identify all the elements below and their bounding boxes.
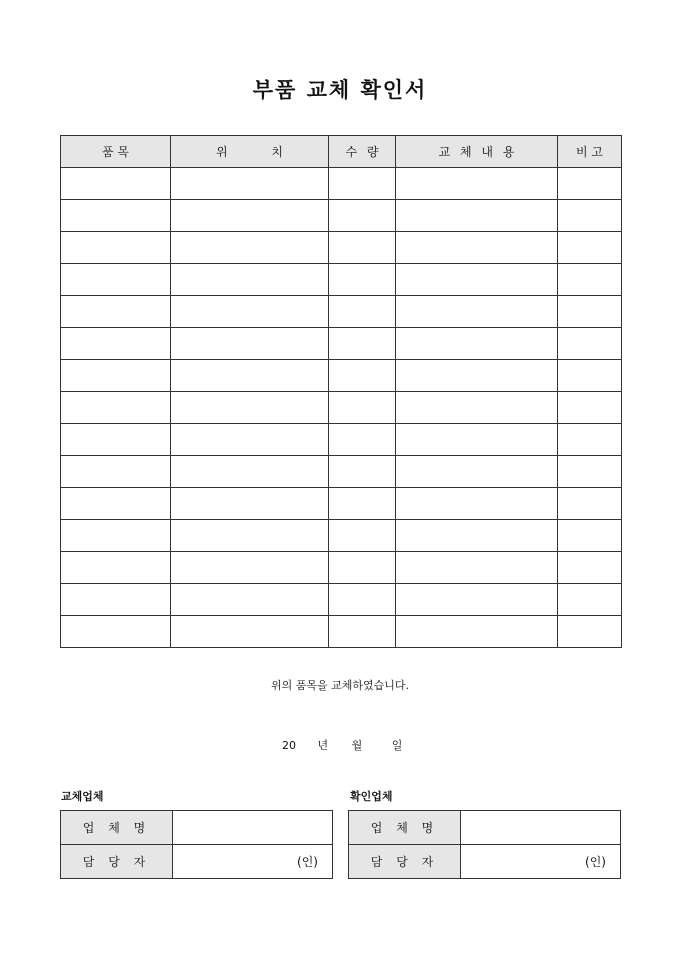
table-cell[interactable] [61,424,171,456]
table-cell[interactable] [396,296,558,328]
header-quantity: 수 량 [329,136,396,168]
table-cell[interactable] [329,168,396,200]
confirmer-person-label: 담 당 자 [349,845,461,879]
table-cell[interactable] [396,616,558,648]
table-cell[interactable] [558,360,622,392]
table-row [61,328,622,360]
table-cell[interactable] [171,200,329,232]
table-cell[interactable] [329,616,396,648]
table-cell[interactable] [329,264,396,296]
replacer-seal[interactable]: (인) [173,845,333,879]
table-cell[interactable] [558,232,622,264]
table-cell[interactable] [171,264,329,296]
table-cell[interactable] [329,520,396,552]
replacer-table [60,810,333,879]
table-cell[interactable] [396,456,558,488]
table-cell[interactable] [558,456,622,488]
table-cell[interactable] [61,264,171,296]
table-row [61,456,622,488]
table-cell[interactable] [171,232,329,264]
table-cell[interactable] [396,360,558,392]
table-row [61,488,622,520]
replacer-company-label: 업 체 명 [61,811,173,845]
table-cell[interactable] [171,552,329,584]
confirmer-heading: 확인업체 [350,790,393,803]
table-cell[interactable] [558,424,622,456]
table-cell[interactable] [396,584,558,616]
table-cell[interactable] [329,584,396,616]
table-cell[interactable] [171,584,329,616]
table-cell[interactable] [558,584,622,616]
table-cell[interactable] [558,616,622,648]
table-row [61,264,622,296]
table-cell[interactable] [396,264,558,296]
table-cell[interactable] [329,360,396,392]
table-row [61,168,622,200]
table-cell[interactable] [61,456,171,488]
confirmer-company-label: 업 체 명 [349,811,461,845]
header-replacement-details: 교 체 내 용 [396,136,558,168]
table-cell[interactable] [61,360,171,392]
table-cell[interactable] [396,200,558,232]
table-cell[interactable] [61,232,171,264]
date-year-label: 년 [317,739,329,752]
table-cell[interactable] [61,200,171,232]
table-cell[interactable] [558,264,622,296]
date-year-prefix: 20 [282,739,296,752]
table-cell[interactable] [171,424,329,456]
table-cell[interactable] [558,488,622,520]
table-cell[interactable] [171,456,329,488]
table-cell[interactable] [329,456,396,488]
table-cell[interactable] [396,232,558,264]
header-remarks: 비 고 [558,136,622,168]
table-cell[interactable] [171,296,329,328]
date-month-label: 월 [351,739,363,752]
table-cell[interactable] [558,520,622,552]
date-day-label: 일 [391,739,403,752]
table-cell[interactable] [61,328,171,360]
table-cell[interactable] [171,328,329,360]
table-row [61,200,622,232]
table-cell[interactable] [61,296,171,328]
table-cell[interactable] [329,232,396,264]
table-cell[interactable] [61,488,171,520]
table-row [61,584,622,616]
table-cell[interactable] [558,552,622,584]
table-cell[interactable] [171,616,329,648]
table-cell[interactable] [61,616,171,648]
table-cell[interactable] [61,520,171,552]
table-row [61,616,622,648]
confirmer-seal[interactable]: (인) [461,845,621,879]
table-cell[interactable] [329,488,396,520]
table-row [61,296,622,328]
parts-table [60,135,622,648]
table-row [61,424,622,456]
table-cell[interactable] [171,360,329,392]
table-cell[interactable] [329,328,396,360]
table-cell[interactable] [61,552,171,584]
table-cell[interactable] [558,392,622,424]
table-cell[interactable] [396,392,558,424]
table-cell[interactable] [61,392,171,424]
header-item: 품 목 [61,136,171,168]
replacer-company-row [61,811,333,845]
statement: 위의 품목을 교체하였습니다. [270,679,409,692]
table-cell[interactable] [396,328,558,360]
table-row [61,232,622,264]
table-cell[interactable] [558,200,622,232]
table-cell[interactable] [396,520,558,552]
table-cell[interactable] [396,488,558,520]
table-cell[interactable] [396,168,558,200]
table-cell[interactable] [61,584,171,616]
table-cell[interactable] [171,520,329,552]
table-cell[interactable] [329,392,396,424]
table-cell[interactable] [61,168,171,200]
table-cell[interactable] [329,296,396,328]
replacer-person-label: 담 당 자 [61,845,173,879]
table-row [61,552,622,584]
table-cell[interactable] [396,424,558,456]
table-row [61,520,622,552]
table-cell[interactable] [329,424,396,456]
header-location: 위 치 [171,136,329,168]
confirmer-table [348,810,621,879]
date-line [282,737,402,753]
table-row [61,392,622,424]
document-title: 부품 교체 확인서 [252,77,428,102]
confirmer-person-row [349,845,621,879]
table-cell[interactable] [558,296,622,328]
table-cell[interactable] [329,200,396,232]
replacer-heading: 교체업체 [61,790,104,803]
replacer-company-field[interactable] [173,811,333,845]
table-cell[interactable] [558,328,622,360]
table-cell[interactable] [171,392,329,424]
confirmer-company-field[interactable] [461,811,621,845]
table-cell[interactable] [171,168,329,200]
replacer-person-row [61,845,333,879]
confirmer-company-row [349,811,621,845]
table-row [61,360,622,392]
header-row [61,136,622,168]
table-cell[interactable] [396,552,558,584]
table-cell[interactable] [171,488,329,520]
table-cell[interactable] [329,552,396,584]
table-cell[interactable] [558,168,622,200]
